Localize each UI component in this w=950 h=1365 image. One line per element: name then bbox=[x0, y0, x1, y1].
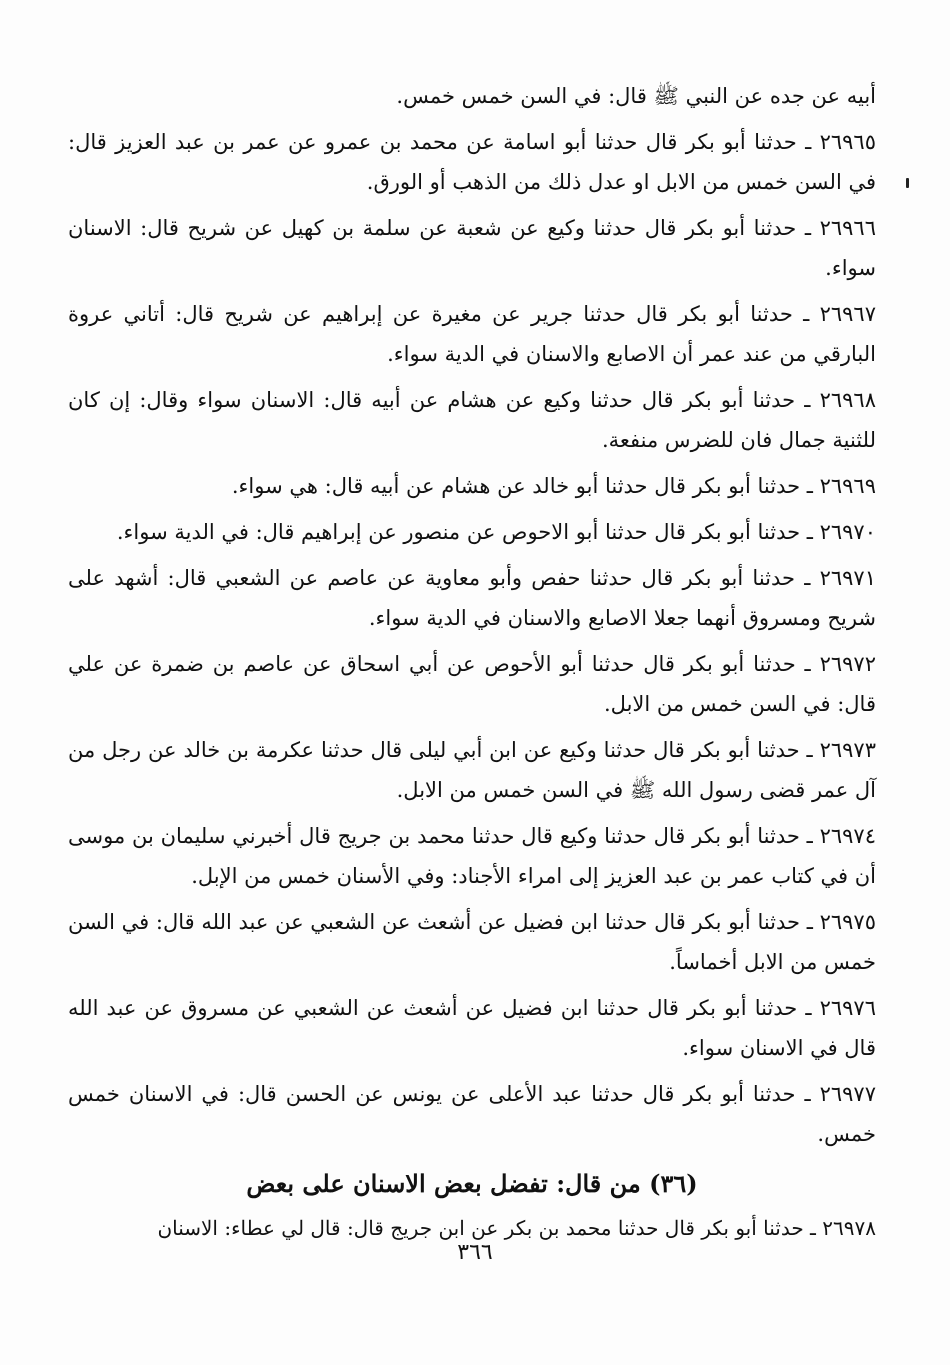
margin-mark bbox=[906, 178, 909, 188]
hadith-26973: ٢٦٩٧٣ ـ حدثنا أبو بكر قال حدثنا وكيع عن ابن أبي ليلى قال حدثنا عكرمة بن خالد عن رجل من آل عمر قضى رسول الله ﷺ في السن خمس من الابل. bbox=[68, 738, 876, 802]
page-number: ٣٦٦ bbox=[457, 1240, 493, 1265]
section-heading: (٣٦) من قال: تفضل بعض الاسنان على بعض bbox=[246, 1169, 698, 1198]
hadith-26966: ٢٦٩٦٦ ـ حدثنا أبو بكر قال حدثنا وكيع عن شعبة عن سلمة بن كهيل عن شريح قال: الاسنان سواء. bbox=[68, 216, 876, 280]
page-body bbox=[68, 76, 876, 1248]
hadith-26974: ٢٦٩٧٤ ـ حدثنا أبو بكر قال حدثنا وكيع قال حدثنا محمد بن جريج قال أخبرني سليمان بن موسى أن في كتاب عمر بن عبد العزيز إلى امراء الأجناد: وفي الأسنان خمس من الإبل. bbox=[68, 824, 876, 888]
hadith-26976: ٢٦٩٧٦ ـ حدثنا أبو بكر قال حدثنا ابن فضيل عن أشعث عن الشعبي عن مسروق عن عبد الله قال في الاسنان سواء. bbox=[68, 996, 876, 1060]
hadith-26965: ٢٦٩٦٥ ـ حدثنا أبو بكر قال حدثنا أبو اسامة عن محمد بن عمرو عن عمر بن عبد العزيز قال: في السن خمس من الابل او عدل ذلك من الذهب أو الورق. bbox=[68, 130, 876, 194]
hadith-26978: ٢٦٩٧٨ ـ حدثنا أبو بكر قال حدثنا محمد بن بكر عن ابن جريج قال: قال لي عطاء: الاسنان bbox=[157, 1216, 876, 1240]
hadith-26977: ٢٦٩٧٧ ـ حدثنا أبو بكر قال حدثنا عبد الأعلى عن يونس عن الحسن قال: في الاسنان خمس خمس. bbox=[68, 1082, 876, 1146]
hadith-26972: ٢٦٩٧٢ ـ حدثنا أبو بكر قال حدثنا أبو الأحوص عن أبي اسحاق عن عاصم بن ضمرة عن علي قال: في السن خمس من الابل. bbox=[68, 652, 876, 716]
hadith-26970: ٢٦٩٧٠ ـ حدثنا أبو بكر قال حدثنا أبو الاحوص عن منصور عن إبراهيم قال: في الدية سواء. bbox=[116, 520, 876, 544]
hadith-26975: ٢٦٩٧٥ ـ حدثنا أبو بكر قال حدثنا ابن فضيل عن أشعث عن الشعبي عن عبد الله قال: في السن خمس من الابل أخماساً. bbox=[68, 910, 876, 974]
hadith-26967: ٢٦٩٦٧ ـ حدثنا أبو بكر قال حدثنا جرير عن مغيرة عن إبراهيم عن شريح قال: أتاني عروة البارقي من عند عمر أن الاصابع والاسنان في الدية سواء. bbox=[68, 302, 876, 366]
hadith-26971: ٢٦٩٧١ ـ حدثنا أبو بكر قال حدثنا حفص وأبو معاوية عن عاصم عن الشعبي قال: أشهد على شريح ومسروق أنهما جعلا الاصابع والاسنان في الدية سواء. bbox=[68, 566, 876, 630]
hadith-26969: ٢٦٩٦٩ ـ حدثنا أبو بكر قال حدثنا أبو خالد عن هشام عن أبيه قال: هي سواء. bbox=[231, 474, 876, 498]
paragraph-continuation: أبيه عن جده عن النبي ﷺ قال: في السن خمس خمس. bbox=[396, 84, 876, 108]
hadith-26968: ٢٦٩٦٨ ـ حدثنا أبو بكر قال حدثنا وكيع عن هشام عن أبيه قال: الاسنان سواء وقال: إن كان للثنية جمال فان للضرس منفعة. bbox=[68, 388, 876, 452]
